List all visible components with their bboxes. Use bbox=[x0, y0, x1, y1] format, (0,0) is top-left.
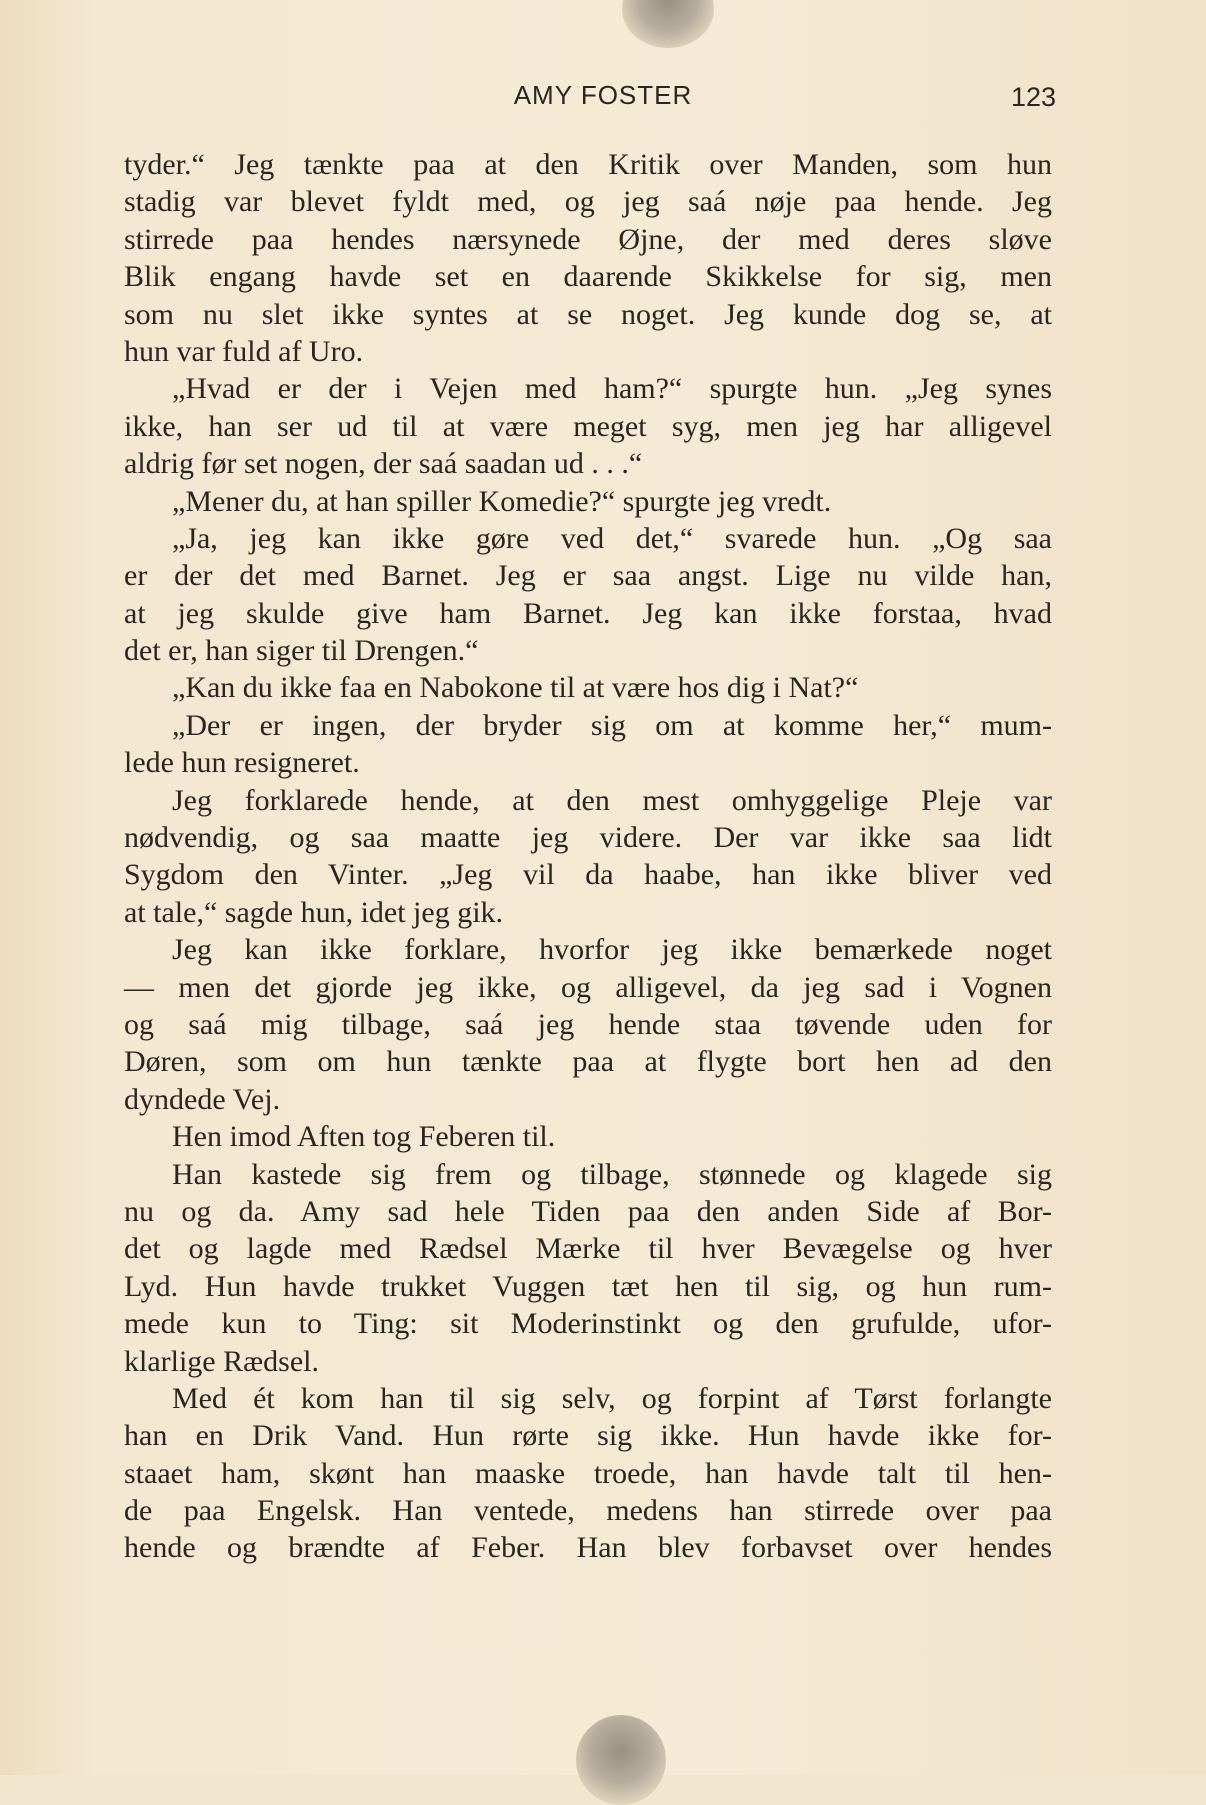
text-line: tyder.“ Jeg tænkte paa at den Kritik over Manden, som hun bbox=[124, 148, 1052, 181]
text-line: Jeg kan ikke forklare, hvorfor jeg ikke bemærkede noget bbox=[172, 933, 1052, 967]
text-line: klarlige Rædsel. bbox=[124, 1344, 319, 1378]
text-line: aldrig før set nogen, der saá saadan ud . . .“ bbox=[124, 447, 643, 481]
text-line: og saá mig tilbage, saá jeg hende staa tøvende uden for bbox=[124, 1007, 1052, 1041]
text-line: hende og brændte af Feber. Han blev forbavset over hendes bbox=[124, 1531, 1052, 1565]
text-line: „Der er ingen, der bryder sig om at komme her,“ mum- bbox=[172, 708, 1052, 742]
text-line: Døren, som om hun tænkte paa at flygte bort hen ad den bbox=[124, 1045, 1052, 1079]
text-line: hun var fuld af Uro. bbox=[124, 334, 364, 368]
text-line: at tale,“ sagde hun, idet jeg gik. bbox=[124, 895, 504, 929]
text-line: som nu slet ikke syntes at se noget. Jeg kunde dog se, at bbox=[124, 297, 1052, 331]
text-line: Med ét kom han til sig selv, og forpint af Tørst forlangte bbox=[172, 1381, 1052, 1415]
text-line: „Mener du, at han spiller Komedie?“ spurgte jeg vredt. bbox=[172, 484, 832, 518]
text-line: Blik engang havde set en daarende Skikkelse for sig, men bbox=[124, 260, 1052, 294]
text-line: Han kastede sig frem og tilbage, stønnede og klagede sig bbox=[172, 1157, 1052, 1191]
text-line: dyndede Vej. bbox=[124, 1082, 281, 1116]
text-line: „Hvad er der i Vejen med ham?“ spurgte hun. „Jeg synes bbox=[172, 372, 1052, 406]
running-title: AMY FOSTER bbox=[513, 80, 693, 110]
text-line: staaet ham, skønt han maaske troede, han havde talt til hen- bbox=[124, 1456, 1052, 1490]
text-line: det og lagde med Rædsel Mærke til hver Bevægelse og hver bbox=[124, 1232, 1052, 1266]
text-line: Lyd. Hun havde trukket Vuggen tæt hen til sig, og hun rum- bbox=[124, 1269, 1052, 1303]
text-line: Hen imod Aften tog Feberen til. bbox=[172, 1120, 556, 1154]
text-line: „Kan du ikke faa en Nabokone til at være hos dig i Nat?“ bbox=[172, 671, 859, 705]
text-line: — men det gjorde jeg ikke, og alligevel, da jeg sad i Vognen bbox=[124, 970, 1052, 1004]
text-line: nu og da. Amy sad hele Tiden paa den anden Side af Bor- bbox=[124, 1194, 1052, 1228]
text-line: de paa Engelsk. Han ventede, medens han stirrede over paa bbox=[124, 1494, 1052, 1528]
text-line: stirrede paa hendes nærsynede Øjne, der med deres sløve bbox=[124, 222, 1052, 256]
text-line: „Ja, jeg kan ikke gøre ved det,“ svarede hun. „Og saa bbox=[172, 521, 1052, 555]
text-line: at jeg skulde give ham Barnet. Jeg kan ikke forstaa, hvad bbox=[124, 596, 1052, 630]
text-line: det er, han siger til Drengen.“ bbox=[124, 634, 479, 668]
text-line: er der det med Barnet. Jeg er saa angst. Lige nu vilde han, bbox=[124, 559, 1052, 593]
body-text bbox=[124, 146, 1052, 1567]
text-line: mede kun to Ting: sit Moderinstinkt og den grufulde, ufor- bbox=[124, 1307, 1052, 1341]
punch-hole-top bbox=[622, 0, 714, 48]
page-number: 123 bbox=[1010, 82, 1056, 112]
punch-hole-bottom bbox=[576, 1715, 666, 1805]
text-line: Sygdom den Vinter. „Jeg vil da haabe, han ikke bliver ved bbox=[124, 858, 1052, 892]
page-header bbox=[0, 80, 1206, 120]
text-line: stadig var blevet fyldt med, og jeg saá nøje paa hende. Jeg bbox=[124, 185, 1052, 219]
text-line: ikke, han ser ud til at være meget syg, men jeg har alligevel bbox=[124, 409, 1052, 443]
text-line: lede hun resigneret. bbox=[124, 746, 360, 780]
text-line: Jeg forklarede hende, at den mest omhyggelige Pleje var bbox=[172, 783, 1052, 817]
text-line: han en Drik Vand. Hun rørte sig ikke. Hun havde ikke for- bbox=[124, 1419, 1052, 1453]
text-line: nødvendig, og saa maatte jeg videre. Der var ikke saa lidt bbox=[124, 821, 1052, 855]
